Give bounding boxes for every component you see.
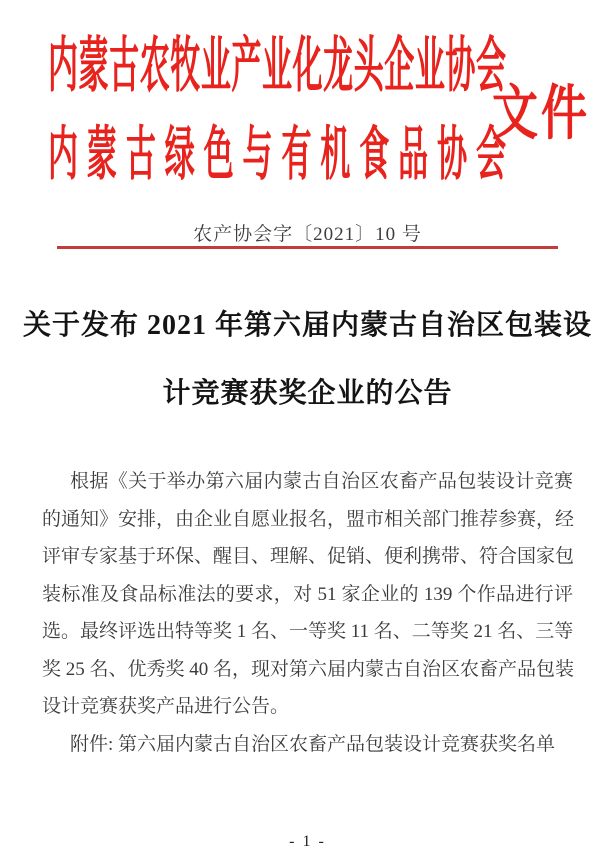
doc-type-label: 文件: [492, 80, 590, 147]
document-title-line-2: 计竞赛获奖企业的公告: [162, 378, 453, 409]
body-line: 装标准及食品标准法的要求，对 51 家企业的 139 个作品进行评: [42, 583, 573, 605]
document-title-line-1: 关于发布 2021 年第六届内蒙古自治区包装设: [22, 310, 592, 341]
body-line: 奖 25 名、优秀奖 40 名，现对第六届内蒙古自治区农畜产品包装: [42, 658, 575, 680]
page-number: - 1 -: [289, 833, 326, 850]
body-line: 根据《关于举办第六届内蒙古自治区农畜产品包装设计竞赛: [70, 471, 573, 492]
body-paragraph: [42, 463, 573, 763]
org-name-line-1: 内蒙古农牧业产业化龙头企业协会: [48, 34, 506, 100]
org-name-line-2: 内蒙古绿色与有机食品协会: [48, 123, 506, 188]
body-line: 选。最终评选出特等奖 1 名、一等奖 11 名、二等奖 21 名、三等: [42, 621, 574, 642]
body-line: 的通知》安排，由企业自愿业报名，盟市相关部门推荐参赛，经: [42, 508, 575, 530]
body-line: 设计竞赛获奖产品进行公告。: [42, 696, 290, 717]
body-line: 评审专家基于环保、醒目、理解、促销、便利携带、符合国家包: [42, 546, 575, 567]
attachment-line: 附件: 第六届内蒙古自治区农畜产品包装设计竞赛获奖名单: [70, 733, 556, 755]
doc-number: 农产协会字〔2021〕10 号: [193, 224, 422, 245]
red-separator-rule: [57, 246, 558, 249]
